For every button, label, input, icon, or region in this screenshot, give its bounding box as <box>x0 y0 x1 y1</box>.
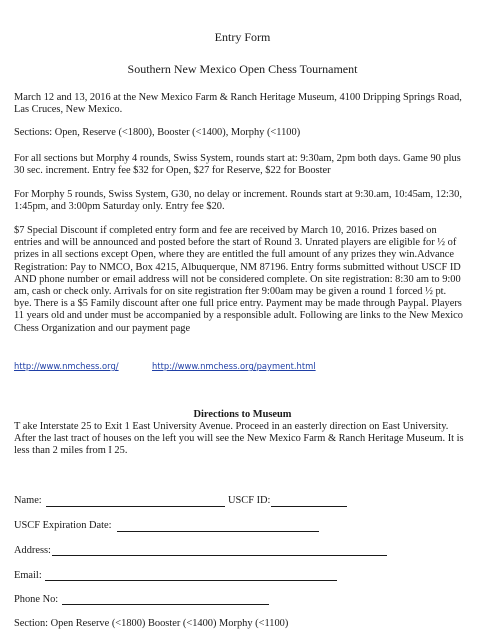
name-field[interactable] <box>46 506 225 507</box>
email-label: Email: <box>14 570 42 581</box>
directions-heading: Directions to Museum <box>193 409 292 420</box>
uscf-expiration-label: USCF Expiration Date: <box>14 520 112 531</box>
directions-paragraph: T ake Interstate 25 to Exit 1 East University Avenue. Proceed in an easterly direction on East University. After the last tract of houses on the left you will see the New Mexico Farm & Ranch Heritage Museum. It is less than 2 miles from I 25. <box>14 421 464 457</box>
address-field[interactable] <box>52 555 387 556</box>
tournament-name: Southern New Mexico Open Chess Tournament <box>127 62 358 76</box>
registration-details-paragraph: $7 Special Discount if completed entry form and fee are received by March 10, 2016. Prizes based on entries and will be announced and posted before the start of Round 3. Unrated players are eligible for ½ of prizes in all sections except Open, where they are entitled the full amount of any prizes they win.Advance Registration: Pay to NMCO, Box 4215, Albuquerque, NM 87196. Entry forms submitted without USCF ID AND phone number or email address will not be considered complete. On site registration: 8:30 am to 9:00 am, cash or check only. Arrivals for on site registration fter 9:00am may be given a round 1 forced ½ pt. bye. There is a $5 Family discount after one full price entry. Payment may be made through Paypal. Players 11 years old and under must be accompanied by a responsible adult. Following are links to the New Mexico Chess Organization and our payment page <box>14 225 463 334</box>
morphy-schedule-paragraph: For Morphy 5 rounds, Swiss System, G30, no delay or increment. Rounds start at 9:30.am, 10:45am, 12:30, 1:45pm, and 3:00pm Saturday only. Entry fee $20. <box>14 189 462 213</box>
name-label: Name: <box>14 495 42 506</box>
payment-link[interactable]: http://www.nmchess.org/payment.html <box>152 361 316 371</box>
form-title: Entry Form <box>214 30 271 44</box>
phone-label: Phone No: <box>14 594 59 605</box>
email-field[interactable] <box>45 580 337 581</box>
phone-field[interactable] <box>62 604 269 605</box>
nmchess-link[interactable]: http://www.nmchess.org/ <box>14 361 119 371</box>
address-label: Address: <box>14 545 51 556</box>
uscf-id-label: USCF ID: <box>228 495 271 506</box>
section-choice-line: Section: Open Reserve (<1800) Booster (<1400) Morphy (<1100) <box>14 618 289 629</box>
date-location-paragraph: March 12 and 13, 2016 at the New Mexico Farm & Ranch Heritage Museum, 4100 Dripping Springs Road, Las Cruces, New Mexico. <box>14 92 462 116</box>
uscf-id-field[interactable] <box>271 506 347 507</box>
uscf-expiration-field[interactable] <box>117 531 319 532</box>
sections-paragraph: Sections: Open, Reserve (<1800), Booster (<1400), Morphy (<1100) <box>14 127 301 138</box>
four-round-schedule-paragraph: For all sections but Morphy 4 rounds, Swiss System, rounds start at: 9:30am, 2pm both days. Game 90 plus 30 sec. increment. Entry fee $32 for Open, $27 for Reserve, $22 for Booster <box>14 153 461 177</box>
